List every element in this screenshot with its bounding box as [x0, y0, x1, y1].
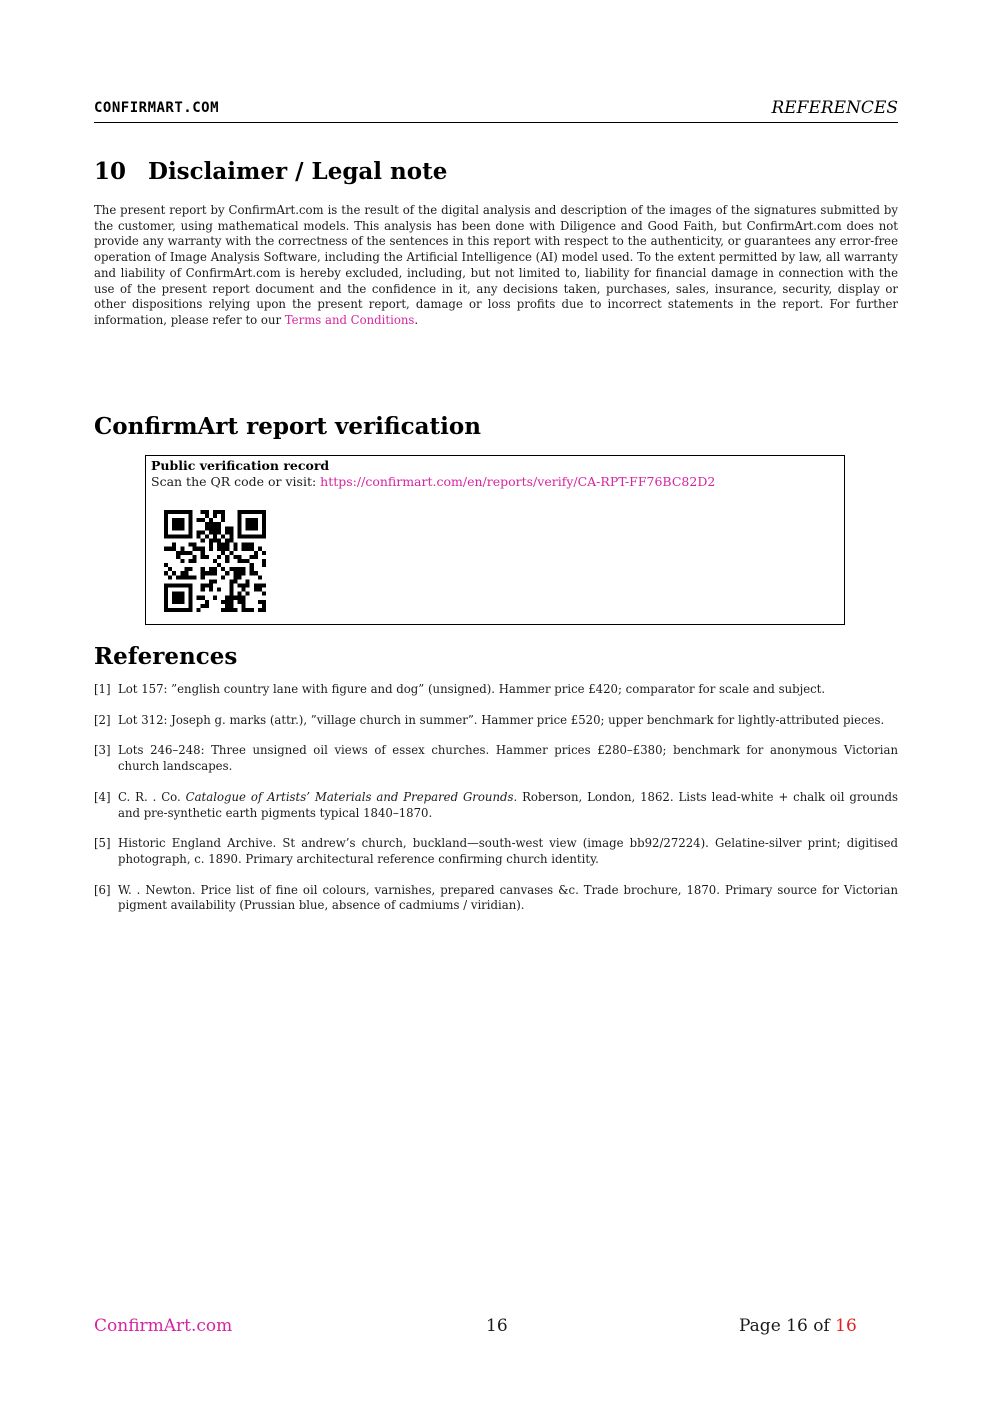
verification-record-heading: Public verification record	[151, 458, 330, 473]
confirmart-logo: CONFIRMART.COM	[94, 100, 220, 116]
section-title: Disclaimer / Legal note	[148, 158, 448, 185]
reference-text: Lot 312: Joseph g. marks (attr.), ”village church in summer”. Hammer price £520; upper benchmark for lightly-attributed pieces.	[118, 712, 885, 727]
verification-box	[145, 455, 845, 625]
page-total: 16	[835, 1316, 857, 1336]
footer-page-count	[739, 1316, 857, 1336]
reference-number: [3]	[94, 743, 111, 758]
verification-url-link[interactable]: https://confirmart.com/en/reports/verify/CA-RPT-FF76BC82D2	[320, 474, 716, 489]
reference-number: [5]	[94, 836, 111, 851]
footer-site-link[interactable]: ConfirmArt.com	[94, 1316, 233, 1336]
page-label: Page 16 of	[739, 1316, 836, 1336]
footer-page-number: 16	[486, 1316, 508, 1336]
section-number: 10	[94, 158, 127, 185]
reference-item	[94, 790, 898, 821]
terms-link[interactable]: Terms and Conditions	[284, 312, 415, 327]
reference-text: C. R. . Co.	[118, 789, 186, 804]
reference-item	[94, 836, 898, 867]
verification-heading: ConfirmArt report verification	[94, 413, 481, 440]
reference-text-end: . Roberson, London, 1862. Lists lead-white + chalk oil grounds and pre-synthetic earth pigments typical 1840–1870.	[118, 789, 898, 820]
references-heading: References	[94, 643, 238, 670]
reference-item	[94, 883, 898, 914]
reference-text: Lot 157: ”english country lane with figure and dog” (unsigned). Hammer price £420; comparator for scale and subject.	[118, 682, 826, 696]
disclaimer-body: The present report by ConfirmArt.com is the result of the digital analysis and description of the images of the signatures submitted by the customer, using mathematical models. This analysis has been done with Diligence and Good Faith, but ConfirmArt.com does not provide any warranty with the correctness of the sentences in this report with respect to the authenticity, or guarantees any error-free operation of Image Analysis Software, including the Artificial Intelligence (AI) model used. To the extent permitted by law, all warranty and liability of ConfirmArt.com is hereby excluded, including, but not limited to, liability for financial damage in connection with the use of the present report document and the confidence in it, any decisions taken, purchases, sales, insurance, security, display or other dispositions relying upon the present report, damage or loss profits due to incorrect statements in the report. For further information, please refer to our	[94, 203, 898, 327]
disclaimer-end: .	[414, 312, 419, 327]
reference-text: Historic England Archive. St andrew’s church, buckland—south-west view (image bb92/27224). Gelatine-silver print; digitised photograph, c. 1890. Primary architectural reference confirming church identity.	[118, 836, 898, 866]
reference-title: Catalogue of Artists’ Materials and Prepared Grounds	[185, 789, 514, 804]
reference-item	[94, 682, 898, 698]
disclaimer-text	[94, 203, 898, 329]
reference-number: [6]	[94, 882, 111, 897]
running-head: REFERENCES	[771, 98, 898, 118]
reference-number: [1]	[94, 682, 111, 696]
reference-item	[94, 713, 898, 729]
scan-text: Scan the QR code or visit:	[151, 474, 321, 489]
reference-text: Lots 246–248: Three unsigned oil views of essex churches. Hammer prices £280–£380; benchmark for anonymous Victorian church landscapes.	[118, 743, 898, 774]
verification-scan-line	[151, 474, 715, 489]
reference-number: [4]	[94, 789, 111, 804]
reference-item	[94, 743, 898, 774]
references-list	[94, 682, 898, 929]
reference-number: [2]	[94, 712, 111, 727]
disclaimer-heading	[94, 158, 447, 185]
page-header	[94, 98, 898, 123]
qr-code-icon[interactable]	[164, 510, 266, 612]
reference-text: W. . Newton. Price list of fine oil colours, varnishes, prepared canvases &c. Trade brochure, 1870. Primary source for Victorian pigment availability (Prussian blue, absence of cadmiums / viridian).	[118, 882, 898, 913]
